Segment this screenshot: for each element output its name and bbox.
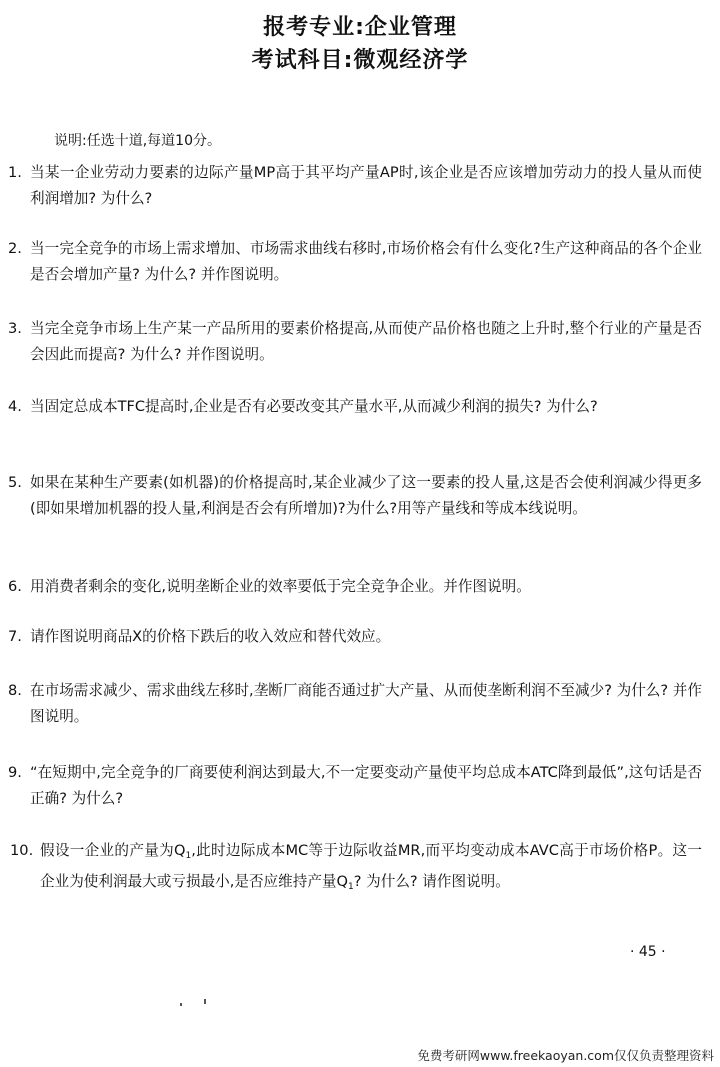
watermark-footer: 免费考研网www.freekaoyan.com仅仅负责整理资料: [417, 1048, 714, 1063]
question-number: 10.: [10, 842, 34, 859]
question-text: 在市场需求减少、需求曲线左移时,垄断厂商能否通过扩大产量、从而使垄断利润不至减少? 为什么? 并作图说明。: [30, 682, 702, 725]
question-text: 当一完全竞争的市场上需求增加、市场需求曲线右移时,市场价格会有什么变化?生产这种商品的各个企业是否会增加产量? 为什么? 并作图说明。: [30, 240, 702, 283]
question-text: 当完全竞争市场上生产某一产品所用的要素价格提高,从而使产品价格也随之上升时,整个行业的产量是否会因此而提高? 为什么? 并作图说明。: [30, 320, 702, 363]
question-text: 用消费者剩余的变化,说明垄断企业的效率要低于完全竞争企业。并作图说明。: [30, 578, 531, 595]
question-text: 假设一企业的产量为$Q_1$,此时边际成本MC等于边际收益MR,而平均变动成本AVC高于市场价格P。这一企业为使利润最大或亏损最小,是否应维持产量$Q_1$? 为什么? 请作图说明。: [40, 842, 702, 892]
question-number: 2.: [8, 240, 22, 257]
question-number: 5.: [8, 474, 22, 491]
page-number: · 45 ·: [630, 944, 666, 960]
question-text: 当某一企业劳动力要素的边际产量MP高于其平均产量AP时,该企业是否应该增加劳动力的投人量从而使利润增加? 为什么?: [30, 164, 702, 207]
question-text: 请作图说明商品X的价格下跌后的收入效应和替代效应。: [30, 628, 391, 645]
scan-speck: [180, 1003, 182, 1006]
question-text: 如果在某种生产要素(如机器)的价格提高时,某企业减少了这一要素的投人量,这是否会使利润减少得更多(即如果增加机器的投人量,利润是否会有所增加)?为什么?用等产量线和等成本线说明。: [30, 474, 702, 517]
question-number: 4.: [8, 398, 22, 415]
question-number: 6.: [8, 578, 22, 595]
exam-major-title: 报考专业:企业管理: [263, 15, 457, 40]
question-number: 8.: [8, 682, 22, 699]
scan-speck: [204, 999, 206, 1004]
question-number: 9.: [8, 764, 22, 781]
instructions: 说明:任选十道,每道10分。: [54, 133, 221, 149]
question-number: 1.: [8, 164, 22, 181]
question-text: “在短期中,完全竞争的厂商要使利润达到最大,不一定要变动产量使平均总成本ATC降到最低”,这句话是否正确? 为什么?: [30, 764, 702, 807]
question-number: 7.: [8, 628, 22, 645]
exam-subject-title: 考试科目:微观经济学: [251, 48, 469, 73]
question-number: 3.: [8, 320, 22, 337]
question-text: 当固定总成本TFC提高时,企业是否有必要改变其产量水平,从而减少利润的损失? 为什么?: [30, 398, 598, 415]
